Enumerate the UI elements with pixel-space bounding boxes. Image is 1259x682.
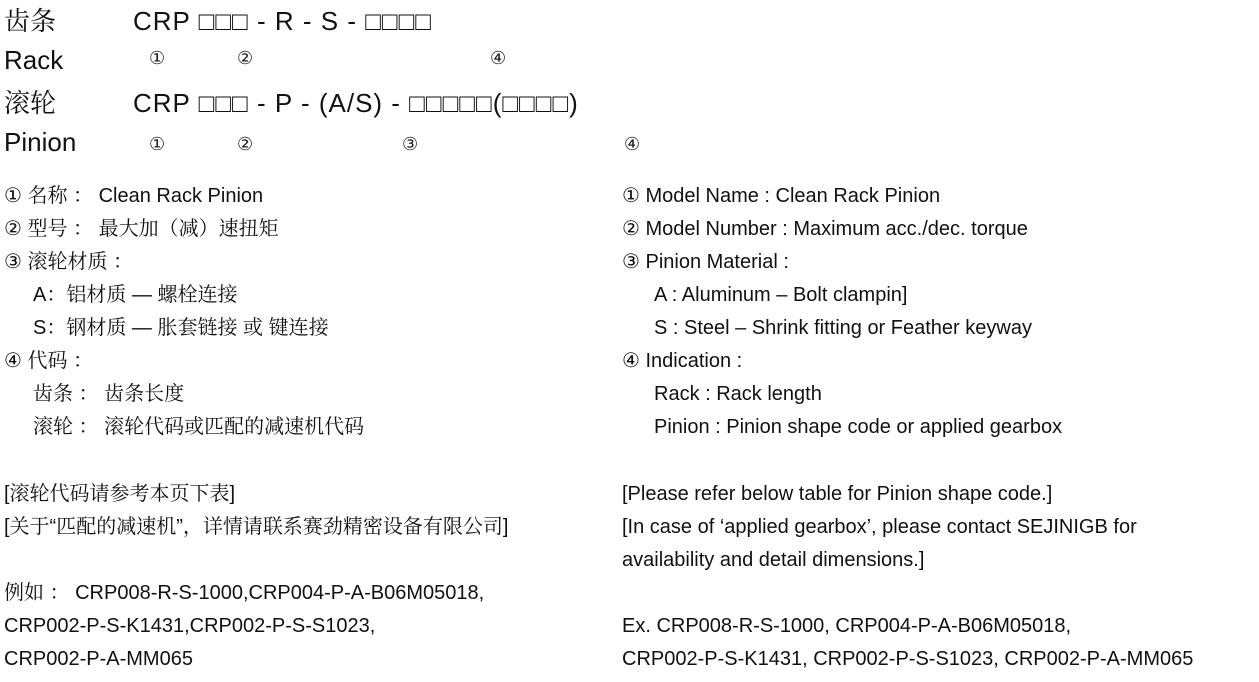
left-note-gearbox: [关于“匹配的减速机”，详情请联系赛劲精密设备有限公司] [4,516,509,538]
right-desc-model-number: ② Model Number : Maximum acc./dec. torque [622,218,1028,240]
left-desc-pinion: 滚轮 ： 滚轮代码或匹配的减速机代码 [33,416,365,438]
left-desc-material-s: S：钢材质 — 胀套链接 或 键连接 [33,317,329,339]
right-desc-indication: ④ Indication : [622,350,743,372]
left-example-line-2: CRP002-P-S-K1431,CRP002-P-S-S1023, [4,615,376,637]
pinion-marker-4: ④ [624,134,641,154]
right-desc-rack: Rack : Rack length [654,383,822,405]
left-note-table-ref: [滚轮代码请参考本页下表] [4,483,236,505]
right-note-table-ref: [Please refer below table for Pinion shape code.] [622,483,1053,505]
rack-label-cn: 齿条 [4,6,57,36]
pinion-marker-1: ① [149,134,166,154]
rack-code: CRP □□□ - R - S - □□□□ [133,6,433,36]
left-desc-material: ③ 滚轮材质 ： [4,251,134,273]
rack-marker-1: ① [149,48,166,68]
right-example-line-1: Ex. CRP008-R-S-1000, CRP004-P-A-B06M05018, [622,615,1072,637]
left-desc-model-number: ② 型号 ： 最大加（减）速扭矩 [4,218,279,240]
rack-label-en: Rack [4,45,64,75]
left-example-line-3: CRP002-P-A-MM065 [4,648,193,670]
pinion-label-cn: 滚轮 [4,88,57,118]
rack-marker-4: ④ [490,48,507,68]
left-desc-indication: ④ 代码 ： [4,350,94,372]
right-desc-material-s: S : Steel – Shrink fitting or Feather keyway [654,317,1032,339]
right-desc-material: ③ Pinion Material : [622,251,789,273]
pinion-code: CRP □□□ - P - (A/S) - □□□□□(□□□□) [133,88,579,118]
right-example-line-2: CRP002-P-S-K1431, CRP002-P-S-S1023, CRP002-P-A-MM065 [622,648,1194,670]
pinion-label-en: Pinion [4,127,77,157]
left-desc-material-a: A：铝材质 — 螺栓连接 [33,284,238,306]
pinion-marker-3: ③ [402,134,419,154]
right-desc-material-a: A : Aluminum – Bolt clampin] [654,284,908,306]
left-desc-model-name: ① 名称 ： Clean Rack Pinion [4,185,264,207]
right-desc-model-name: ① Model Name : Clean Rack Pinion [622,185,941,207]
right-desc-pinion: Pinion : Pinion shape code or applied gearbox [654,416,1063,438]
right-note-gearbox: [In case of ‘applied gearbox’, please contact SEJINIGB for [622,516,1137,538]
left-example-line-1: 例如 ： CRP008-R-S-1000,CRP004-P-A-B06M05018, [4,582,485,604]
pinion-marker-2: ② [237,134,254,154]
rack-marker-2: ② [237,48,254,68]
right-note-gearbox-cont: availability and detail dimensions.] [622,549,925,571]
left-desc-rack: 齿条 ： 齿条长度 [33,383,185,405]
